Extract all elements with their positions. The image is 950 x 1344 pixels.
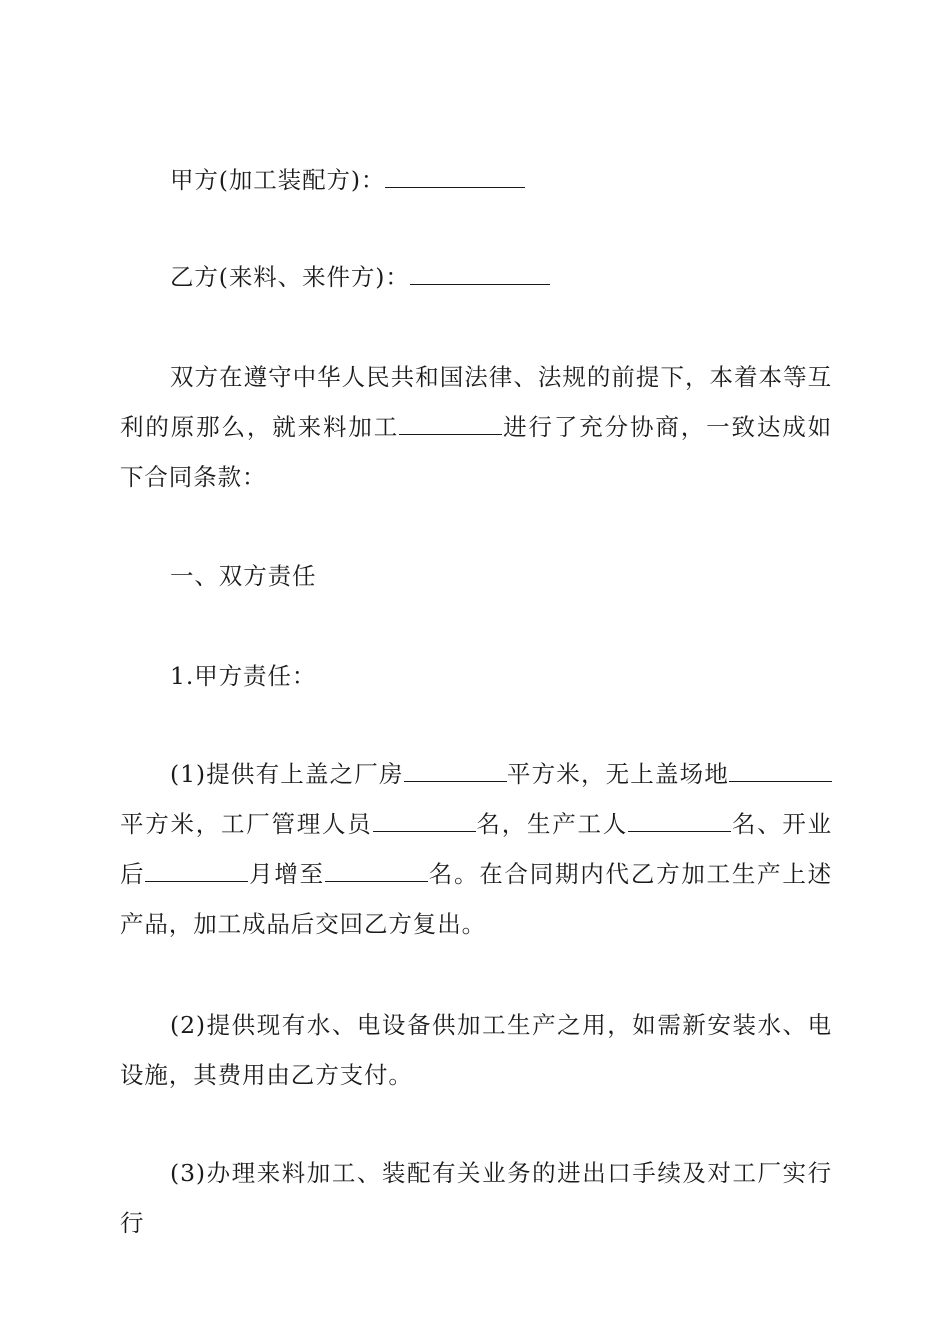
party-b-label: 乙方(来料、来件方)： [170,263,410,291]
clause-1-text-4: 名，生产工人 [475,810,628,838]
workers-blank [628,811,731,832]
clause-1-text-5: 名、开业后 [120,810,833,888]
subsection-heading [120,651,832,701]
clause-1-text-7: 名。在合同期内代乙方加工生产上述产品，加工成品后交回乙方复出。 [120,860,833,938]
clause-1-text-2: 平方米，无上盖场地 [506,760,729,788]
party-b-line [120,252,832,302]
party-b-blank [410,264,550,285]
project-blank [399,414,502,435]
subsection-heading-text: 1.甲方责任： [170,662,317,690]
party-a-blank [385,167,525,188]
section-heading [120,551,832,601]
clause-1-text-1: (1)提供有上盖之厂房 [170,760,404,788]
clause-1-text-6: 月增至 [248,860,325,888]
preamble-text-2: 进行了充分协商，一致达成如下合同条款： [120,413,832,491]
clause-2-paragraph [120,1000,832,1100]
clause-2-text: (2)提供现有水、电设备供加工生产之用，如需新安装水、电设施，其费用由乙方支付。 [120,1011,832,1089]
party-a-label: 甲方(加工装配方)： [170,166,386,194]
clause-1-paragraph [120,749,832,949]
clause-1-text-3: 平方米，工厂管理人员 [120,810,373,838]
clause-3-paragraph [120,1148,832,1248]
clause-3-text: (3)办理来料加工、装配有关业务的进出口手续及对工厂实行行 [120,1159,832,1237]
managers-blank [373,811,476,832]
preamble-text-1: 双方在遵守中华人民共和国法律、法规的前提下，本着本等互利的原那么，就来料加工 [120,363,832,441]
party-a-line [120,155,832,205]
preamble-paragraph [120,352,832,502]
factory-area-blank [404,761,507,782]
section-heading-text: 一、双方责任 [170,562,317,590]
open-area-blank [729,761,832,782]
months-blank [145,861,248,882]
increase-to-blank [325,861,428,882]
